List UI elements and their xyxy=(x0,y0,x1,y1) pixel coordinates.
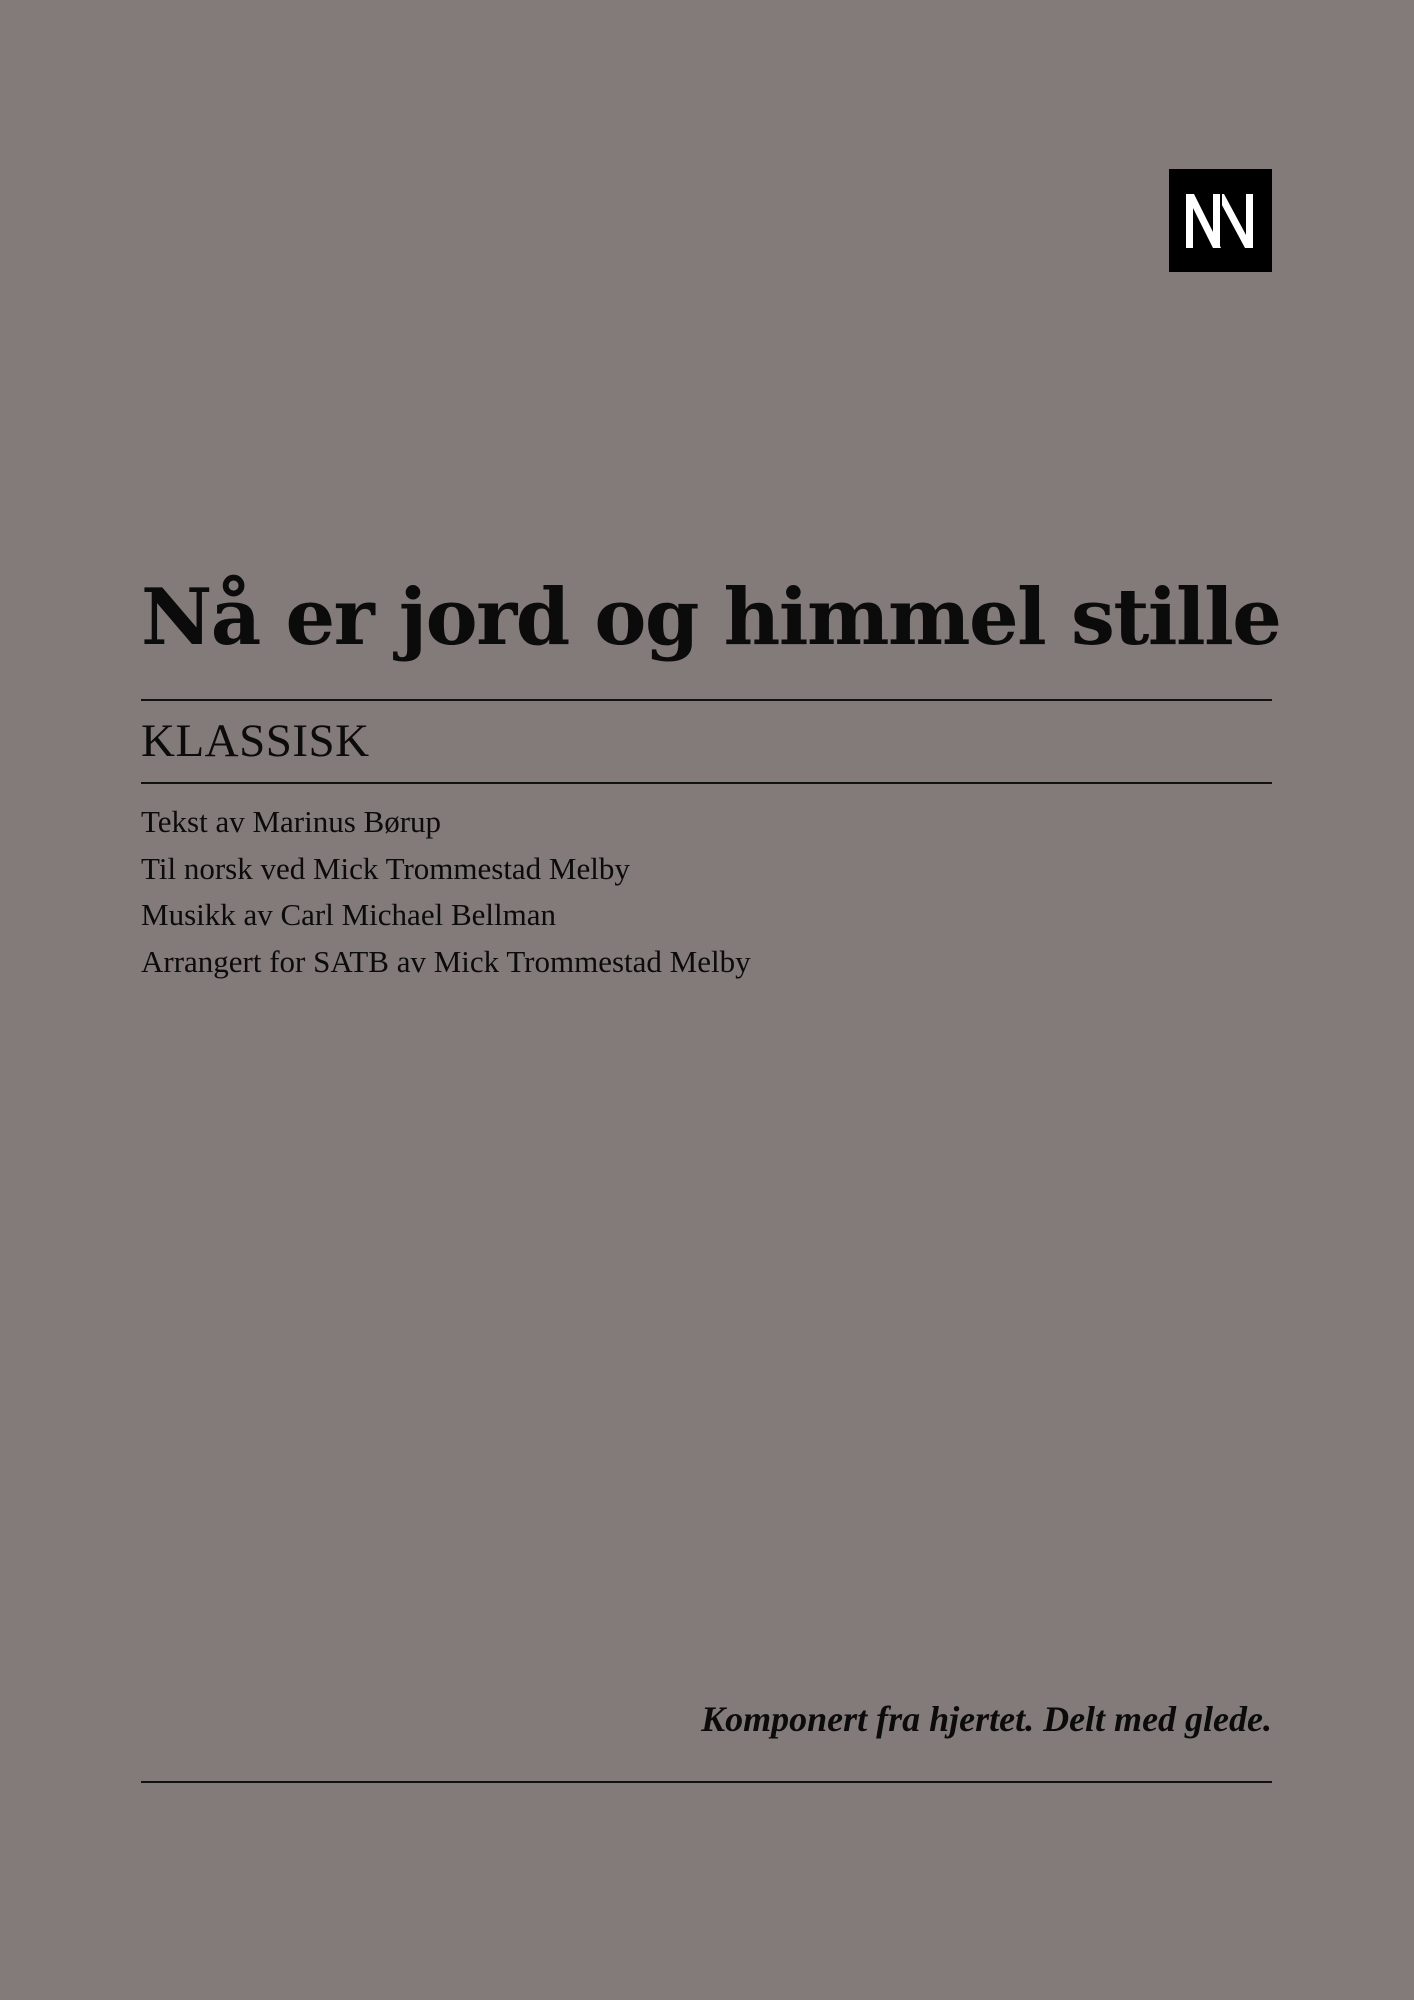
divider-bottom xyxy=(141,1781,1272,1783)
credit-line-arrangement: Arrangert for SATB av Mick Trommestad Melby xyxy=(141,943,751,979)
logo-graphic xyxy=(1169,169,1272,272)
credit-line-lyrics: Tekst av Marinus Børup xyxy=(141,804,442,839)
divider-middle xyxy=(141,782,1272,784)
tagline: Komponert fra hjertet. Delt med glede. xyxy=(701,1699,1272,1739)
nn-monogram-icon xyxy=(1169,169,1272,272)
page-title: Nå er jord og himmel stille xyxy=(141,572,1281,663)
credits-list xyxy=(141,799,751,985)
credit-line-music: Musikk av Carl Michael Bellman xyxy=(141,897,556,932)
divider-top xyxy=(141,699,1272,701)
credit-line-translation: Til norsk ved Mick Trommestad Melby xyxy=(141,850,630,886)
category-label: KLASSISK xyxy=(141,715,370,767)
